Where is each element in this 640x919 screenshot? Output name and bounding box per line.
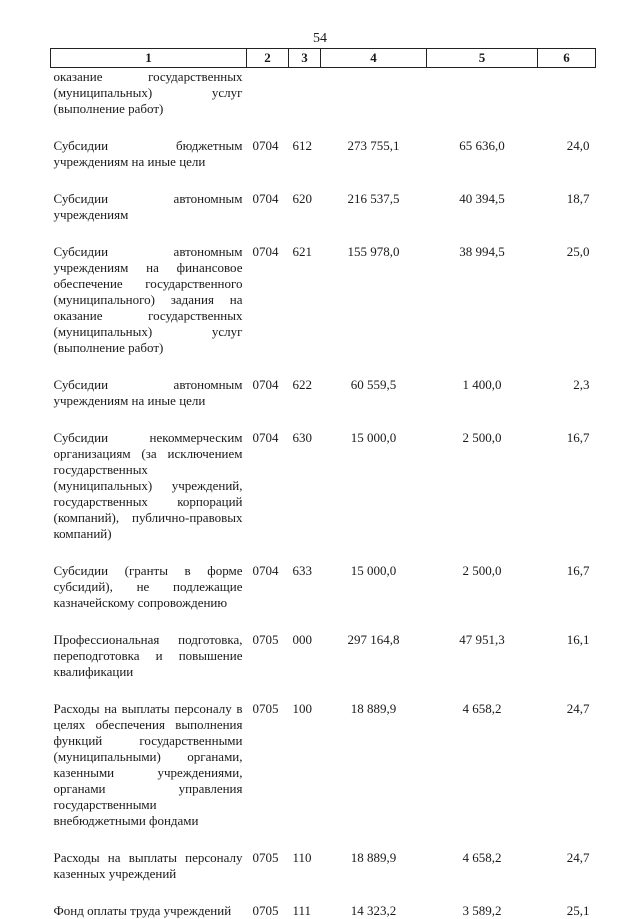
- table-row: [51, 611, 596, 680]
- row-section-code: 0705: [252, 701, 279, 716]
- column-header-3: 3: [289, 49, 321, 68]
- row-type-code: 630: [292, 430, 312, 445]
- row-percent: 2,3: [573, 377, 590, 392]
- row-name: Расходы на выплаты персоналу казенных учреждений: [53, 850, 243, 881]
- row-name: Фонд оплаты труда учреждений: [53, 903, 232, 918]
- row-section-code: 0704: [252, 563, 279, 578]
- row-planned-amount: 18 889,9: [350, 701, 397, 716]
- row-planned-amount: [321, 68, 427, 118]
- row-planned-amount: 18 889,9: [350, 850, 397, 865]
- column-header-4: 4: [321, 49, 427, 68]
- page-number: 54: [313, 31, 327, 46]
- row-type-code: 612: [292, 138, 312, 153]
- row-executed-amount: 38 994,5: [459, 244, 505, 259]
- row-percent: 16,7: [566, 563, 590, 578]
- row-planned-amount: 155 978,0: [347, 244, 400, 259]
- row-executed-amount: 47 951,3: [459, 632, 505, 647]
- row-executed-amount: 1 400,0: [462, 377, 502, 392]
- row-percent: 18,7: [566, 191, 590, 206]
- row-section-code: 0705: [252, 903, 279, 918]
- row-executed-amount: 65 636,0: [459, 138, 505, 153]
- row-type-code: 100: [292, 701, 312, 716]
- column-header-1: 1: [51, 49, 247, 68]
- table-row: [51, 409, 596, 542]
- row-planned-amount: 216 537,5: [347, 191, 400, 206]
- row-type-code: 110: [292, 850, 312, 865]
- row-name: Субсидии бюджетным учреждениям на иные цели: [53, 138, 243, 169]
- row-percent: 16,7: [566, 430, 590, 445]
- table-row: [51, 356, 596, 409]
- row-name: Субсидии некоммерческим организациям (за исключением государственных (муниципальных) учреждений, государственных корпораций (компаний), публично-правовых компаний): [53, 430, 243, 541]
- table-row: [51, 223, 596, 356]
- row-executed-amount: 4 658,2: [462, 701, 502, 716]
- row-percent: 24,7: [566, 850, 590, 865]
- row-section-code: 0705: [252, 850, 279, 865]
- row-section-code: 0704: [252, 244, 279, 259]
- row-executed-amount: [427, 68, 538, 118]
- row-type-code: 111: [292, 903, 312, 918]
- row-planned-amount: 15 000,0: [350, 563, 397, 578]
- row-name: Расходы на выплаты персоналу в целях обеспечения выполнения функций государственными (муниципальными) органами, казенными учреждениями, органами управления государственными внебюджетными фондами: [53, 701, 243, 828]
- table-header: [51, 49, 596, 68]
- row-percent: 24,0: [566, 138, 590, 153]
- row-executed-amount: 3 589,2: [462, 903, 502, 918]
- row-section-code: [247, 68, 289, 118]
- column-header-6: 6: [538, 49, 596, 68]
- row-percent: 25,0: [566, 244, 590, 259]
- row-type-code: 633: [292, 563, 312, 578]
- table-row: [51, 680, 596, 829]
- table-row: [51, 882, 596, 919]
- row-name: Субсидии автономным учреждениям на иные цели: [53, 377, 243, 408]
- row-planned-amount: 15 000,0: [350, 430, 397, 445]
- row-percent: [538, 68, 596, 118]
- row-planned-amount: 60 559,5: [350, 377, 397, 392]
- row-section-code: 0704: [252, 377, 279, 392]
- row-executed-amount: 2 500,0: [462, 563, 502, 578]
- row-percent: 16,1: [566, 632, 590, 647]
- row-planned-amount: 297 164,8: [347, 632, 400, 647]
- table-row: [51, 68, 596, 118]
- row-executed-amount: 40 394,5: [459, 191, 505, 206]
- row-name: Профессиональная подготовка, переподготовка и повышение квалификации: [53, 632, 243, 679]
- row-section-code: 0704: [252, 430, 279, 445]
- row-executed-amount: 2 500,0: [462, 430, 502, 445]
- row-executed-amount: 4 658,2: [462, 850, 502, 865]
- row-planned-amount: 273 755,1: [347, 138, 400, 153]
- row-name: оказание государственных (муниципальных) услуг (выполнение работ): [53, 69, 243, 116]
- row-type-code: [289, 68, 321, 118]
- budget-table: [50, 48, 596, 919]
- table-row: [51, 542, 596, 611]
- row-name: Субсидии автономным учреждениям: [53, 191, 243, 222]
- row-percent: 25,1: [566, 903, 590, 918]
- table-row: [51, 829, 596, 882]
- row-section-code: 0704: [252, 191, 279, 206]
- table-row: [51, 170, 596, 223]
- row-planned-amount: 14 323,2: [350, 903, 397, 918]
- row-name: Субсидии автономным учреждениям на финансовое обеспечение государственного (муниципального) задания на оказание государственных (муниципальных) услуг (выполнение работ): [53, 244, 243, 355]
- row-type-code: 000: [292, 632, 312, 647]
- column-header-5: 5: [427, 49, 538, 68]
- row-type-code: 622: [292, 377, 312, 392]
- row-type-code: 620: [292, 191, 312, 206]
- row-name: Субсидии (гранты в форме субсидий), не подлежащие казначейскому сопровождению: [53, 563, 243, 610]
- row-section-code: 0704: [252, 138, 279, 153]
- row-type-code: 621: [292, 244, 312, 259]
- column-header-2: 2: [247, 49, 289, 68]
- row-section-code: 0705: [252, 632, 279, 647]
- row-percent: 24,7: [566, 701, 590, 716]
- table-row: [51, 117, 596, 170]
